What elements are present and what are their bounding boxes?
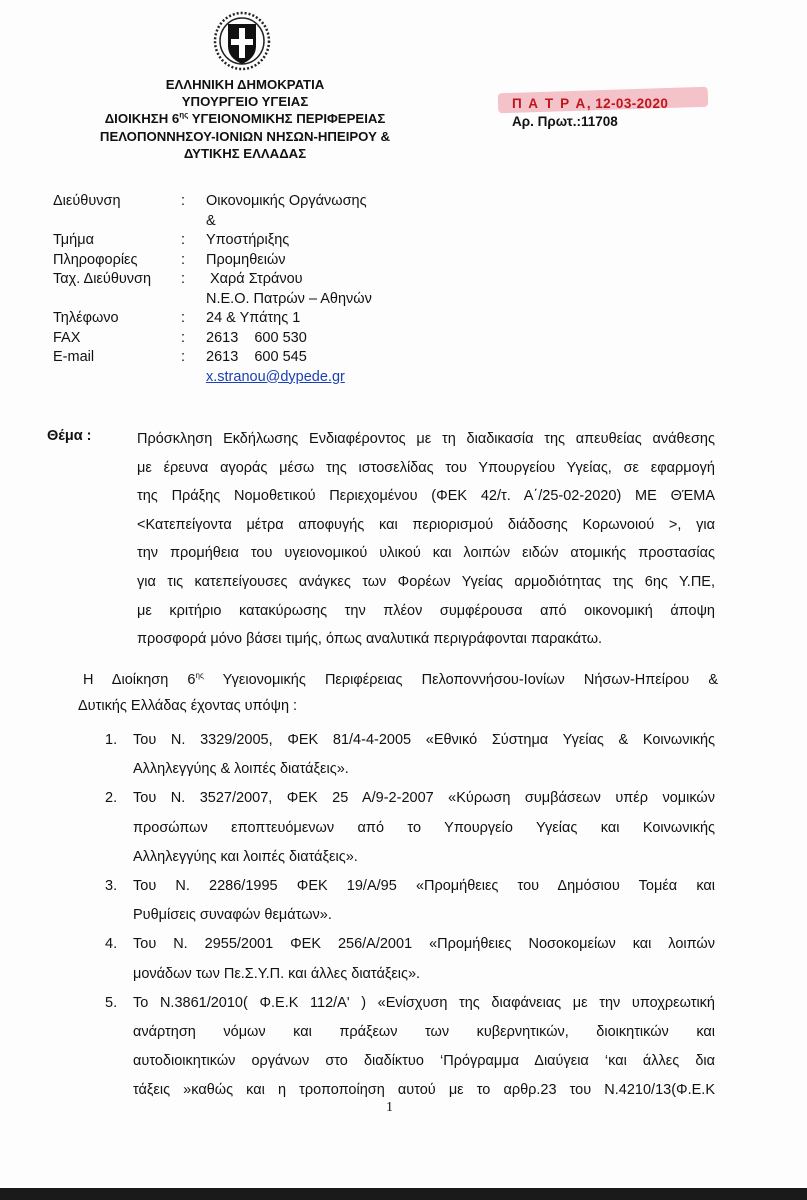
legal-basis-list xyxy=(105,726,715,1106)
subject-line: για τις κατεπείγουσες ανάγκες των Φορέων Υγείας αρμοδιότητας της 6ης Υ.ΠΕ, xyxy=(137,573,715,590)
intro-line: Η Διοίκηση $6^{\eta\varsigma}$ Υγειονομικής Περιφέρειας Πελοποννήσου-Ιονίων Νήσων-Ηπείρου & xyxy=(83,671,718,688)
issuing-authority-header xyxy=(80,76,410,162)
subject-line: προσφορά μόνο βάσει τιμής, όπως αναλυτικά περιγράφονται παρακάτω. xyxy=(137,631,603,648)
subject-text xyxy=(137,425,715,654)
email-link[interactable]: x.stranou@dypede.gr xyxy=(206,368,345,385)
protocol-number: Αρ. Πρωτ.:11708 xyxy=(512,114,618,129)
header-line: ΔΥΤΙΚΗΣ ΕΛΛΑΔΑΣ xyxy=(183,145,307,161)
intro-line: Δυτικής Ελλάδας έχοντας υπόψη : xyxy=(78,698,298,714)
subject-line: <Κατεπείγοντα μέτρα αποφυγής και περιορισμού διάδοσης Κορωνοιού >, για xyxy=(137,516,715,533)
subject-line: Πρόσκληση Εκδήλωσης Ενδιαφέροντος με τη διαδικασία της απευθείας ανάθεσης xyxy=(137,431,715,447)
intro-paragraph xyxy=(78,667,718,719)
list-item: 2. Του Ν. 3527/2007, ΦΕΚ 25 Α/9-2-2007 «Κύρωση συμβάσεων υπέρ νομικών προσώπων εποπτευόμενων από το Υπουργείο Υγείας και Κοινωνικής Αλληλεγγύης και λοιπές διατάξεις». xyxy=(105,790,715,865)
header-line: ΕΛΛΗΝΙΚΗ ΔΗΜΟΚΡΑΤΙΑ xyxy=(165,77,325,92)
list-item: 4. Του Ν. 2955/2001 ΦΕΚ 256/Α/2001 «Προμήθειες Νοσοκομείων και λοιπών μονάδων των Πε.Σ.Υ.Π. και άλλες διατάξεις». xyxy=(105,936,715,982)
greek-coat-of-arms-icon xyxy=(212,10,272,72)
bottom-edge xyxy=(0,1188,807,1200)
subject-line: με κριτήριο κατακύρωσης την πλέον συμφέρουσα από οικονομική άποψη xyxy=(137,602,715,619)
header-line: ΠΕΛΟΠΟΝΝΗΣΟΥ-ΙΟΝΙΩΝ ΝΗΣΩΝ-ΗΠΕΙΡΟΥ & xyxy=(99,128,391,144)
header-line: ΔΙΟΙΚΗΣΗ $6^{\eta\varsigma}$ ΥΓΕΙΟΝΟΜΙΚΗΣ ΠΕΡΙΦΕΡΕΙΑΣ xyxy=(104,111,386,127)
list-item: 1. Του Ν. 3329/2005, ΦΕΚ 81/4-4-2005 «Εθνικό Σύστημα Υγείας & Κοινωνικής Αλληλεγγύης & λοιπές διατάξεις». xyxy=(105,732,715,778)
subject-line: της Πράξης Νομοθετικού Περιεχομένου (ΦΕΚ 42/τ. Α΄/25-02-2020) ΜΕ ΘΈΜΑ xyxy=(137,488,715,505)
subject-line: με έρευνα αγοράς μέσω της ιστοσελίδας του Υπουργείου Υγείας, σε εφαρμογή xyxy=(137,459,715,476)
subject-label: Θέμα : xyxy=(47,428,92,444)
date-block xyxy=(512,95,668,131)
list-item: 3. Του Ν. 2286/1995 ΦΕΚ 19/Α/95 «Προμήθειες του Δημόσιου Τομέα και Ρυθμίσεις συναφών θεμάτων». xyxy=(105,878,715,924)
list-item: 5. Το Ν.3861/2010( Φ.Ε.Κ 112/Α' ) «Ενίσχυση της διαφάνειας με την υποχρεωτική ανάρτηση νόμων και πράξεων των κυβερνητικών, διοικητικών και αυτοδιοικητικών οργάνων στο διαδίκτυο ‘Πρόγραμμα Διαύγεια ‘και άλλες δια τάξεις »καθώς και η τροποποίηση αυτού με το αρθρ.23 του Ν.4210/13(Φ.Ε.Κ xyxy=(105,994,715,1099)
document-page: ΕΛΛΗΝΙΚΗ ΔΗΜΟΚΡΑΤΙΑ ΥΠΟΥΡΓΕΙΟ ΥΓΕΙΑΣ ΔΙΟΙΚΗΣΗ $6^{\eta\varsigma}$ ΥΓΕΙΟΝΟΜΙΚΗΣ ΠΕΡΙΦΕΡΕΙΑΣ ΠΕΛΟΠΟΝΝΗΣΟΥ-ΙΟΝΙΩΝ ΝΗΣΩΝ-ΗΠΕΙΡΟΥ & ΔΥΤΙΚΗΣ ΕΛΛΑΔΑΣ Π Α Τ Ρ Α, 12-03-2020 Αρ. Πρωτ.:11708 Διεύθυνση : Οικονομικής Οργάνωσης & Τμήμα : Υποστήριξης Πληροφορίες : Προμηθειών Ταχ. Διεύθυνση : Χαρά Στράνου Ν.Ε.Ο. Πατρών – Αθηνών Τηλέφωνο : 24 & Υπάτης 1 FAX : 2613 600 530 E-mail : 2613 600 545 x.stranou@dypede.gr Θέμα : Πρόσκληση Εκδήλωσης Ενδιαφέροντος με τη διαδικασία της απευθείας ανάθεσης με έρευνα αγοράς μέσω της ιστοσελίδας του Υπουργείου Υγείας, σε εφαρμογή της Πράξης Νομοθετικού Περιεχομένου (ΦΕΚ 42/τ. Α΄/25-02-2020) ΜΕ ΘΈΜΑ <Κατεπείγοντα μέτρα αποφυγής και περιορισμού διάδοσης Κορωνοιού >, για την προμήθεια του υγειονομικού υλικού και λοιπών ειδών ατομικής προστασίας για τις κατεπείγουσες ανάγκες των Φορέων Υγείας αρμοδιότητας της 6ης Υ.ΠΕ, με κριτήριο κατακύρωσης την πλέον συμφέρουσα από οικονομική άποψη προσφορά μόνο βάσει τιμής, όπως αναλυτικά περιγράφονται παρακάτω. Η Διοίκηση $6^{\eta\varsigma}$ Υγειονομικής Περιφέρειας Πελοποννήσου-Ιονίων Νήσων-Ηπείρου & Δυτικής Ελλάδας έχοντας υπόψη : 1. Του Ν. 3329/2005, ΦΕΚ 81/4-4-2005 «Εθνικό Σύστημα Υγείας & Κοινωνικής Αλληλεγγύης & λοιπές διατάξεις». 2. Του Ν. 3527/2007, ΦΕΚ 25 Α/9-2-2007 «Κύρωση συμβάσεων υπέρ νομικών προσώπων εποπτευόμενων από το Υπουργείο Υγείας και Κοινωνικής Αλληλεγγύης και λοιπές διατάξεις». 3. Του Ν. 2286/1995 ΦΕΚ 19/Α/95 «Προμήθειες του Δημόσιου Τομέα και Ρυθμίσεις συναφών θεμάτων». 4. Του Ν. 2955/2001 ΦΕΚ 256/Α/2001 «Προμήθειες Νοσοκομείων και λοιπών μονάδων των Πε.Σ.Υ.Π. και άλλες διατάξεις». 5. Το Ν.3861/2010( Φ.Ε.Κ 112/Α' ) «Ενίσχυση της διαφάνειας με την υποχρεωτική ανάρτηση νόμων και πράξεων των κυβερνητικών, διοικητικών και αυτοδιοικητικών οργάνων στο διαδίκτυο ‘Πρόγραμμα Διαύγεια ‘και άλλες δια τάξεις »καθώς και η τροποποίηση αυτού με το αρθρ.23 του Ν.4210/13(Φ.Ε.Κ 1 xyxy=(0,0,807,1186)
header-line: ΥΠΟΥΡΓΕΙΟ ΥΓΕΙΑΣ xyxy=(181,94,309,110)
page-number: 1 xyxy=(386,1100,393,1115)
date-line: Π Α Τ Ρ Α, 12-03-2020 xyxy=(512,96,669,111)
subject-line: την προμήθεια του υγειονομικού υλικού και λοιπών ειδών ατομικής προστασίας xyxy=(137,545,715,562)
